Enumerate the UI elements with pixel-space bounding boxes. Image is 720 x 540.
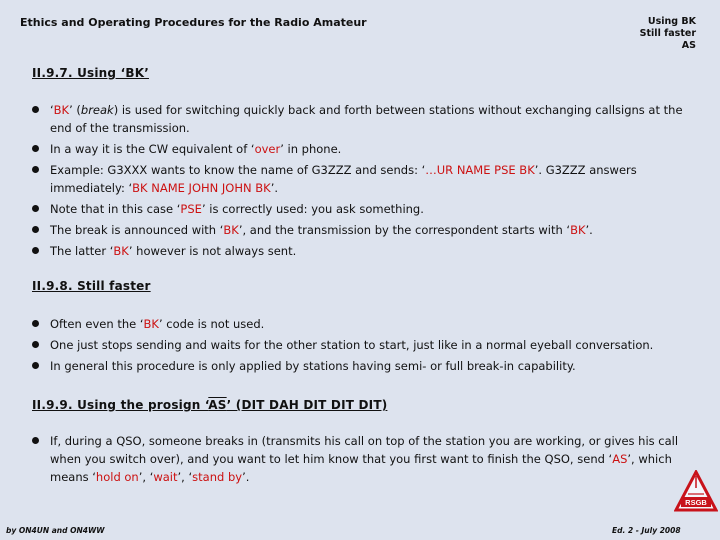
list-item: Note that in this case ‘PSE’ is correctly used: you ask something.	[32, 200, 702, 218]
section-title-prosign-as: II.9.9. Using the prosign ‘AS’ (DIT DAH DIT DIT DIT)	[32, 398, 388, 412]
topic-item: Using BK	[647, 16, 696, 27]
list-item: In general this procedure is only applied by stations having semi- or full break-in capability.	[32, 357, 702, 375]
section-title-using-bk: II.9.7. Using ‘BK’	[32, 66, 149, 80]
topic-item: AS	[681, 40, 696, 51]
list-item: ‘BK’ (break) is used for switching quickly back and forth between stations without exchanging callsigns at the end of the transmission.	[32, 101, 702, 137]
list-item: Example: G3XXX wants to know the name of G3ZZZ and sends: ‘…UR NAME PSE BK’. G3ZZZ answers immediately: ‘BK NAME JOHN JOHN BK’.	[32, 161, 702, 197]
footer-authors: by ON4UN and ON4WW	[6, 526, 105, 535]
section-title-still-faster: II.9.8. Still faster	[32, 279, 151, 293]
list-item: In a way it is the CW equivalent of ‘over’ in phone.	[32, 140, 702, 158]
list-item: One just stops sending and waits for the other station to start, just like in a normal eyeball conversation.	[32, 336, 702, 354]
logo-text: RSGB	[685, 498, 707, 507]
list-item: Often even the ‘BK’ code is not used.	[32, 315, 702, 333]
bullet-list-prosign-as	[32, 432, 702, 486]
topic-list	[640, 16, 696, 52]
document-title: Ethics and Operating Procedures for the Radio Amateur	[20, 16, 367, 29]
rsgb-logo	[674, 470, 718, 516]
list-item: The break is announced with ‘BK’, and the transmission by the correspondent starts with ‘BK’.	[32, 221, 702, 239]
bullet-list-using-bk	[32, 101, 702, 260]
bullet-list-still-faster	[32, 315, 702, 375]
footer-edition: Ed. 2 - July 2008	[612, 526, 681, 535]
list-item: The latter ‘BK’ however is not always sent.	[32, 242, 702, 260]
list-item: If, during a QSO, someone breaks in (transmits his call on top of the station you are working, or gives his call when you switch over), and you want to let him know that you first want to finish the QSO, send ‘AS’, which means ‘hold on’, ‘wait’, ‘stand by’.	[32, 432, 702, 486]
topic-item: Still faster	[639, 28, 696, 39]
